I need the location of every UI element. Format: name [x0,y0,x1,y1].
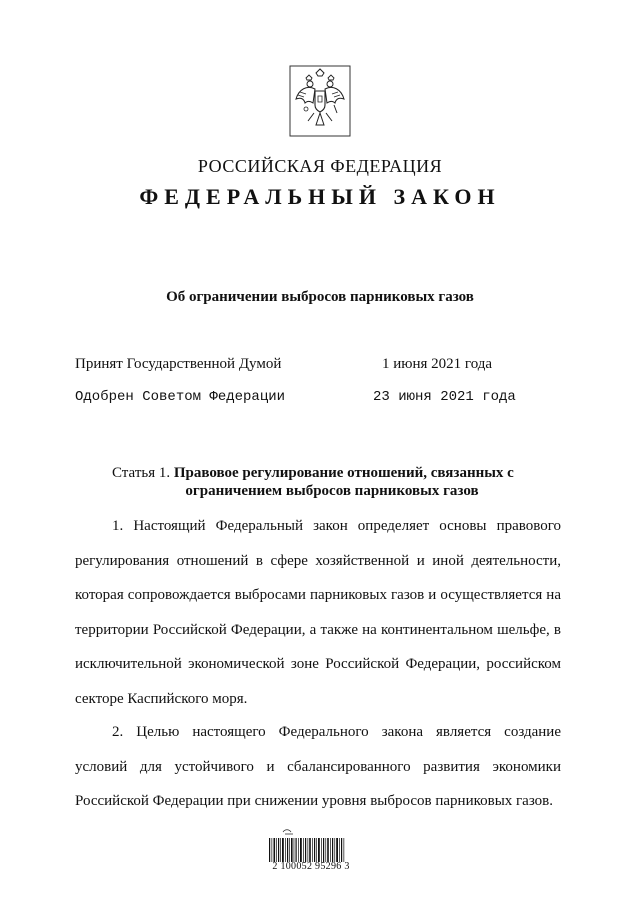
coat-of-arms-emblem-icon [289,65,351,137]
article-paragraph-1 [75,509,561,716]
article-number: Статья 1. [112,465,171,481]
article-paragraph-2 [75,715,561,819]
article-title-line-2: ограничением выбросов парниковых газов [185,483,479,499]
article-heading [112,464,552,500]
barcode-number: 2 100052 95296 3 [272,861,350,872]
article-title-line-1: Правовое регулирование отношений, связанных с [173,465,514,481]
document-type-heading: ФЕДЕРАЛЬНЫЙ ЗАКОН [139,184,501,209]
country-heading: РОССИЙСКАЯ ФЕДЕРАЦИЯ [197,156,443,176]
article-paragraph-1-text: 1. Настоящий Федеральный закон определяет основы правового регулирования отношений в сфере хозяйственной и иной деятельности, которая сопровождается выбросами парниковых газов и осуществляется на территории Российской Федерации, а также на континентальном шельфе, в исключительной экономической зоне Российской Федерации, российском секторе Каспийского моря. [75,518,561,707]
approved-date: 23 июня 2021 года [373,389,516,405]
adopted-by-duma-label: Принят Государственной Думой [75,356,282,372]
article-paragraph-2-text: 2. Целью настоящего Федерального закона является создание условий для устойчивого и сбалансированного развития экономики Российской Федерации при снижении уровня выбросов парниковых газов. [75,724,561,809]
adopted-date: 1 июня 2021 года [382,356,493,372]
approved-by-council-label: Одобрен Советом Федерации [75,389,286,405]
law-title: Об ограничении выбросов парниковых газов [166,289,474,305]
